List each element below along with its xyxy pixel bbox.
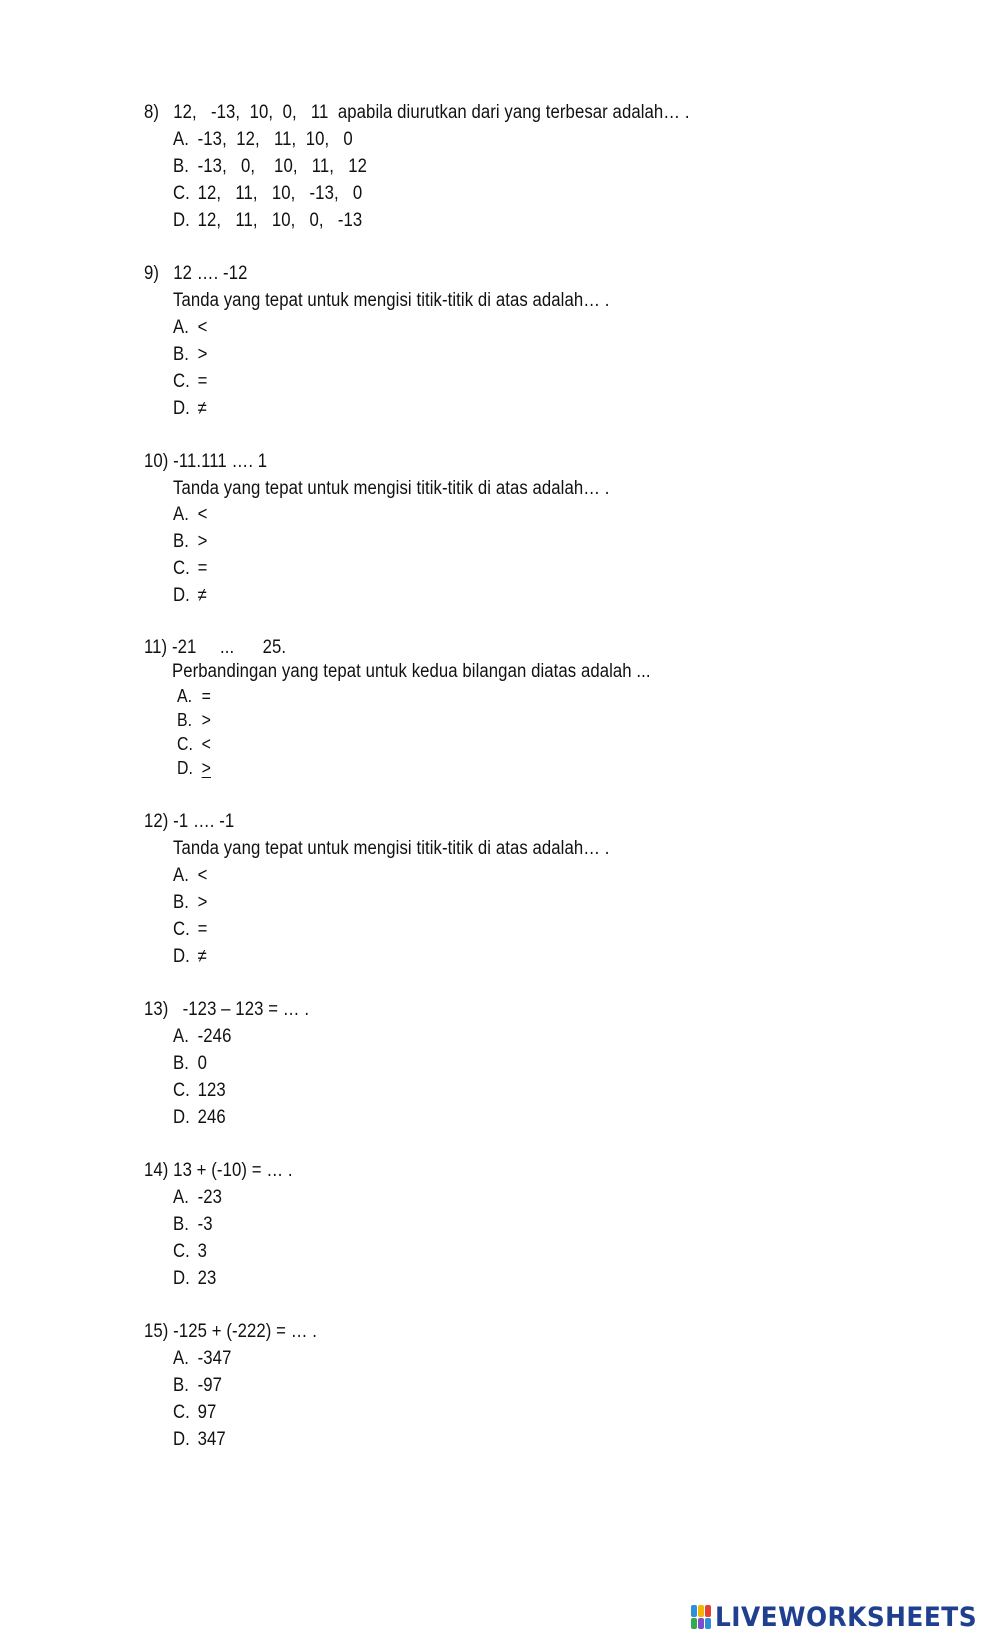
question-15-option-a: A. -347 bbox=[173, 1348, 232, 1369]
question-11-option-d: D. > bbox=[177, 758, 211, 778]
question-11-prompt: Perbandingan yang tepat untuk kedua bilangan diatas adalah ... bbox=[172, 661, 651, 682]
question-13-stem: 13) -123 – 123 = … . bbox=[144, 999, 310, 1020]
question-12-option-c: C. = bbox=[173, 919, 208, 940]
question-12-option-d: D. ≠ bbox=[173, 946, 207, 967]
question-10-stem: 10) -11.111 …. 1 bbox=[144, 451, 268, 472]
question-12-option-a: A. < bbox=[173, 865, 208, 886]
question-14-option-b: B. -3 bbox=[173, 1214, 213, 1235]
question-14-option-c: C. 3 bbox=[173, 1241, 208, 1262]
question-11-stem: 11) -21 ... 25. bbox=[144, 637, 287, 658]
question-15-option-b: B. -97 bbox=[173, 1375, 223, 1396]
greater-or-equal-symbol: > bbox=[201, 758, 211, 778]
question-14-option-a: A. -23 bbox=[173, 1187, 223, 1208]
question-8-option-d: D. 12, 11, 10, 0, -13 bbox=[173, 210, 363, 231]
question-11-option-c: C. < bbox=[177, 734, 211, 754]
question-9-option-d: D. ≠ bbox=[173, 398, 207, 419]
question-15-stem: 15) -125 + (-222) = … . bbox=[144, 1321, 318, 1342]
question-15-option-d: D. 347 bbox=[173, 1429, 226, 1450]
question-11-option-b: B. > bbox=[177, 710, 211, 730]
question-9-option-a: A. < bbox=[173, 317, 208, 338]
question-12-prompt: Tanda yang tepat untuk mengisi titik-titik di atas adalah… . bbox=[173, 838, 610, 859]
question-9-prompt: Tanda yang tepat untuk mengisi titik-titik di atas adalah… . bbox=[173, 290, 610, 311]
logo-mark-tile bbox=[698, 1605, 704, 1617]
question-9-stem: 9) 12 …. -12 bbox=[144, 263, 248, 284]
question-8-option-c: C. 12, 11, 10, -13, 0 bbox=[173, 183, 363, 204]
logo-mark-tile bbox=[705, 1618, 711, 1630]
question-15-option-c: C. 97 bbox=[173, 1402, 217, 1423]
question-10-option-c: C. = bbox=[173, 558, 208, 579]
logo-mark-tile bbox=[705, 1605, 711, 1617]
question-9-option-c: C. = bbox=[173, 371, 208, 392]
question-10-option-b: B. > bbox=[173, 531, 208, 552]
logo-mark-tile bbox=[691, 1618, 697, 1630]
question-13-option-c: C. 123 bbox=[173, 1080, 226, 1101]
question-9-option-b: B. > bbox=[173, 344, 208, 365]
question-13-option-a: A. -246 bbox=[173, 1026, 232, 1047]
brand-name: LIVEWORKSHEETS bbox=[715, 1601, 978, 1633]
liveworksheets-logo-icon bbox=[691, 1605, 711, 1629]
logo-mark-tile bbox=[691, 1605, 697, 1617]
question-10-option-a: A. < bbox=[173, 504, 208, 525]
question-11-option-a: A. = bbox=[177, 686, 211, 706]
liveworksheets-logo[interactable] bbox=[691, 1601, 1000, 1633]
question-8-option-b: B. -13, 0, 10, 11, 12 bbox=[173, 156, 368, 177]
question-13-option-b: B. 0 bbox=[173, 1053, 208, 1074]
question-10-option-d: D. ≠ bbox=[173, 585, 207, 606]
question-10-prompt: Tanda yang tepat untuk mengisi titik-titik di atas adalah… . bbox=[173, 478, 610, 499]
question-12-stem: 12) -1 …. -1 bbox=[144, 811, 235, 832]
question-14-stem: 14) 13 + (-10) = … . bbox=[144, 1160, 293, 1181]
logo-mark-tile bbox=[698, 1618, 704, 1630]
question-13-option-d: D. 246 bbox=[173, 1107, 226, 1128]
question-8-option-a: A. -13, 12, 11, 10, 0 bbox=[173, 129, 353, 150]
question-12-option-b: B. > bbox=[173, 892, 208, 913]
question-14-option-d: D. 23 bbox=[173, 1268, 217, 1289]
question-8-stem: 8) 12, -13, 10, 0, 11 apabila diurutkan dari yang terbesar adalah… . bbox=[144, 102, 690, 123]
